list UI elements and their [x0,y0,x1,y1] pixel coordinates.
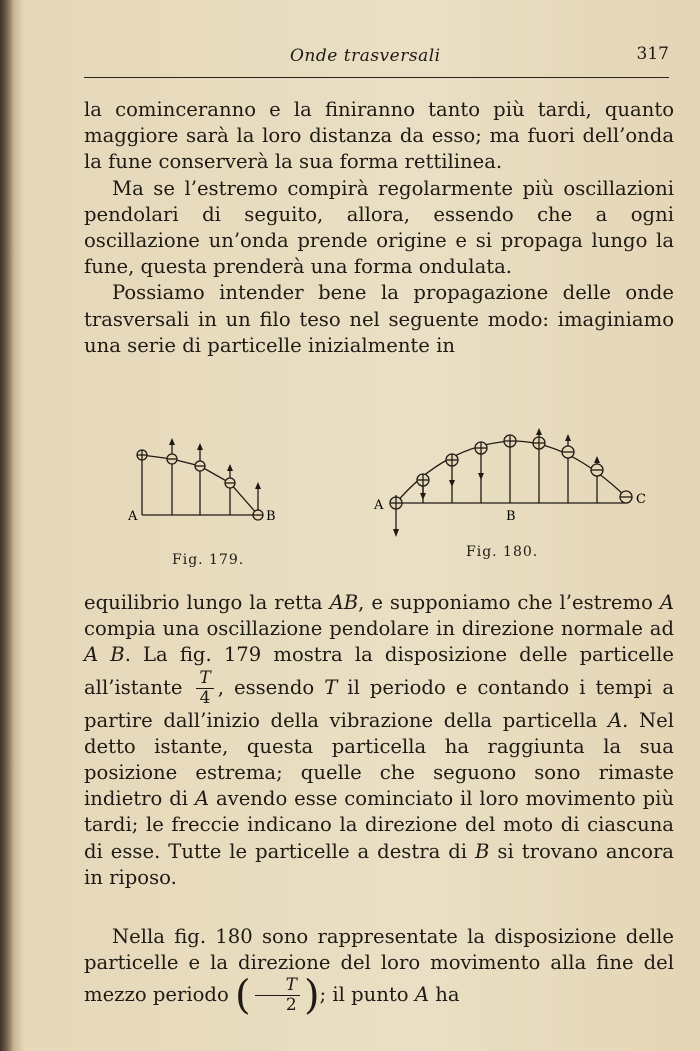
fraction-t-over-4 [196,669,213,708]
header-rule [84,77,669,78]
text-run: ; il punto [319,983,415,1007]
text-run: equilibrio lungo la retta [84,591,330,614]
paren-close: ) [303,972,320,1019]
text-run: si trovano ancora in riposo. [84,839,674,889]
figure-180 [368,425,658,540]
text-run: avendo esse cominciato il loro movimento più tardi; le freccie indicano la direzione del moto di ciascuna di esse. Tutte le particelle a destra di [84,787,675,863]
paragraph-fig179-description [84,590,674,891]
fraction-numerator: T [196,669,213,689]
text-run: . La fig. 179 mostra la disposizione delle particelle all’istante [84,643,675,699]
running-title: Onde trasversali [290,46,441,66]
fraction-numerator: T [255,976,300,996]
text-run: , essendo [217,675,325,699]
page-number: 317 [636,44,669,64]
paragraph-continuation: la cominceranno e la finiranno tanto più tardi, quanto maggiore sarà la loro distanza da esso; ma fuori dell’onda la fune conserverà la sua forma rettilinea. [84,98,674,174]
math-b: B [475,839,490,863]
text-run: ha [428,983,460,1007]
running-header [84,40,669,70]
fig180-label-c: C [636,492,646,507]
fig179-label-b: B [266,509,276,524]
math-a: A [607,708,623,732]
fig180-label-a: A [374,498,384,513]
text-run: compia una oscillazione pendolare in direzione normale ad [84,617,674,641]
fraction-denominator: 4 [199,687,211,708]
math-a: A [194,787,210,811]
fig179-caption: Fig. 179. [172,552,245,568]
fig180-label-b: B [506,509,516,524]
math-ab: A B [84,643,125,667]
text-block-bottom [84,924,674,1019]
figure-179 [120,430,290,530]
text-run: . Nel detto istante, questa particella ha raggiunta la sua posizione estrema; quelle che seguono sono rimaste indietro di [84,708,674,811]
fig179-label-a: A [128,509,138,524]
text-run: , e supponiamo che l’estremo [358,591,660,614]
paragraph-oscillations: Ma se l’estremo compirà regolarmente più oscillazioni pendolari di seguito, allora, essendo che a ogni oscillazione un’onda prende origine e si propaga lungo la fune, questa prenderà una forma ondulata. [84,176,674,279]
text-run: Nella fig. 180 sono rappresentate la disposizione delle particelle e la direzione del loro movimento alla fine del mezzo periodo [84,925,674,1007]
math-a: A [414,983,429,1007]
text-run: il periodo e contando i tempi a partire dall’inizio della vibrazione della particella [84,675,675,732]
paragraph-fig180-description [84,924,674,1019]
fig180-caption: Fig. 180. [466,544,539,560]
fraction-denominator: 2 [285,995,297,1016]
paragraph-propagation: Possiamo intender bene la propagazione delle onde trasversali in un filo teso nel seguente modo: imaginiamo una serie di particelle inizialmente in [84,281,674,357]
fraction-t-over-2 [255,976,300,1015]
text-block-middle [84,590,674,891]
paren-open: ( [234,972,251,1019]
math-ab: AB [329,591,359,614]
math-a: A [659,591,674,614]
math-t: T [324,675,338,699]
text-block-top [84,97,674,359]
